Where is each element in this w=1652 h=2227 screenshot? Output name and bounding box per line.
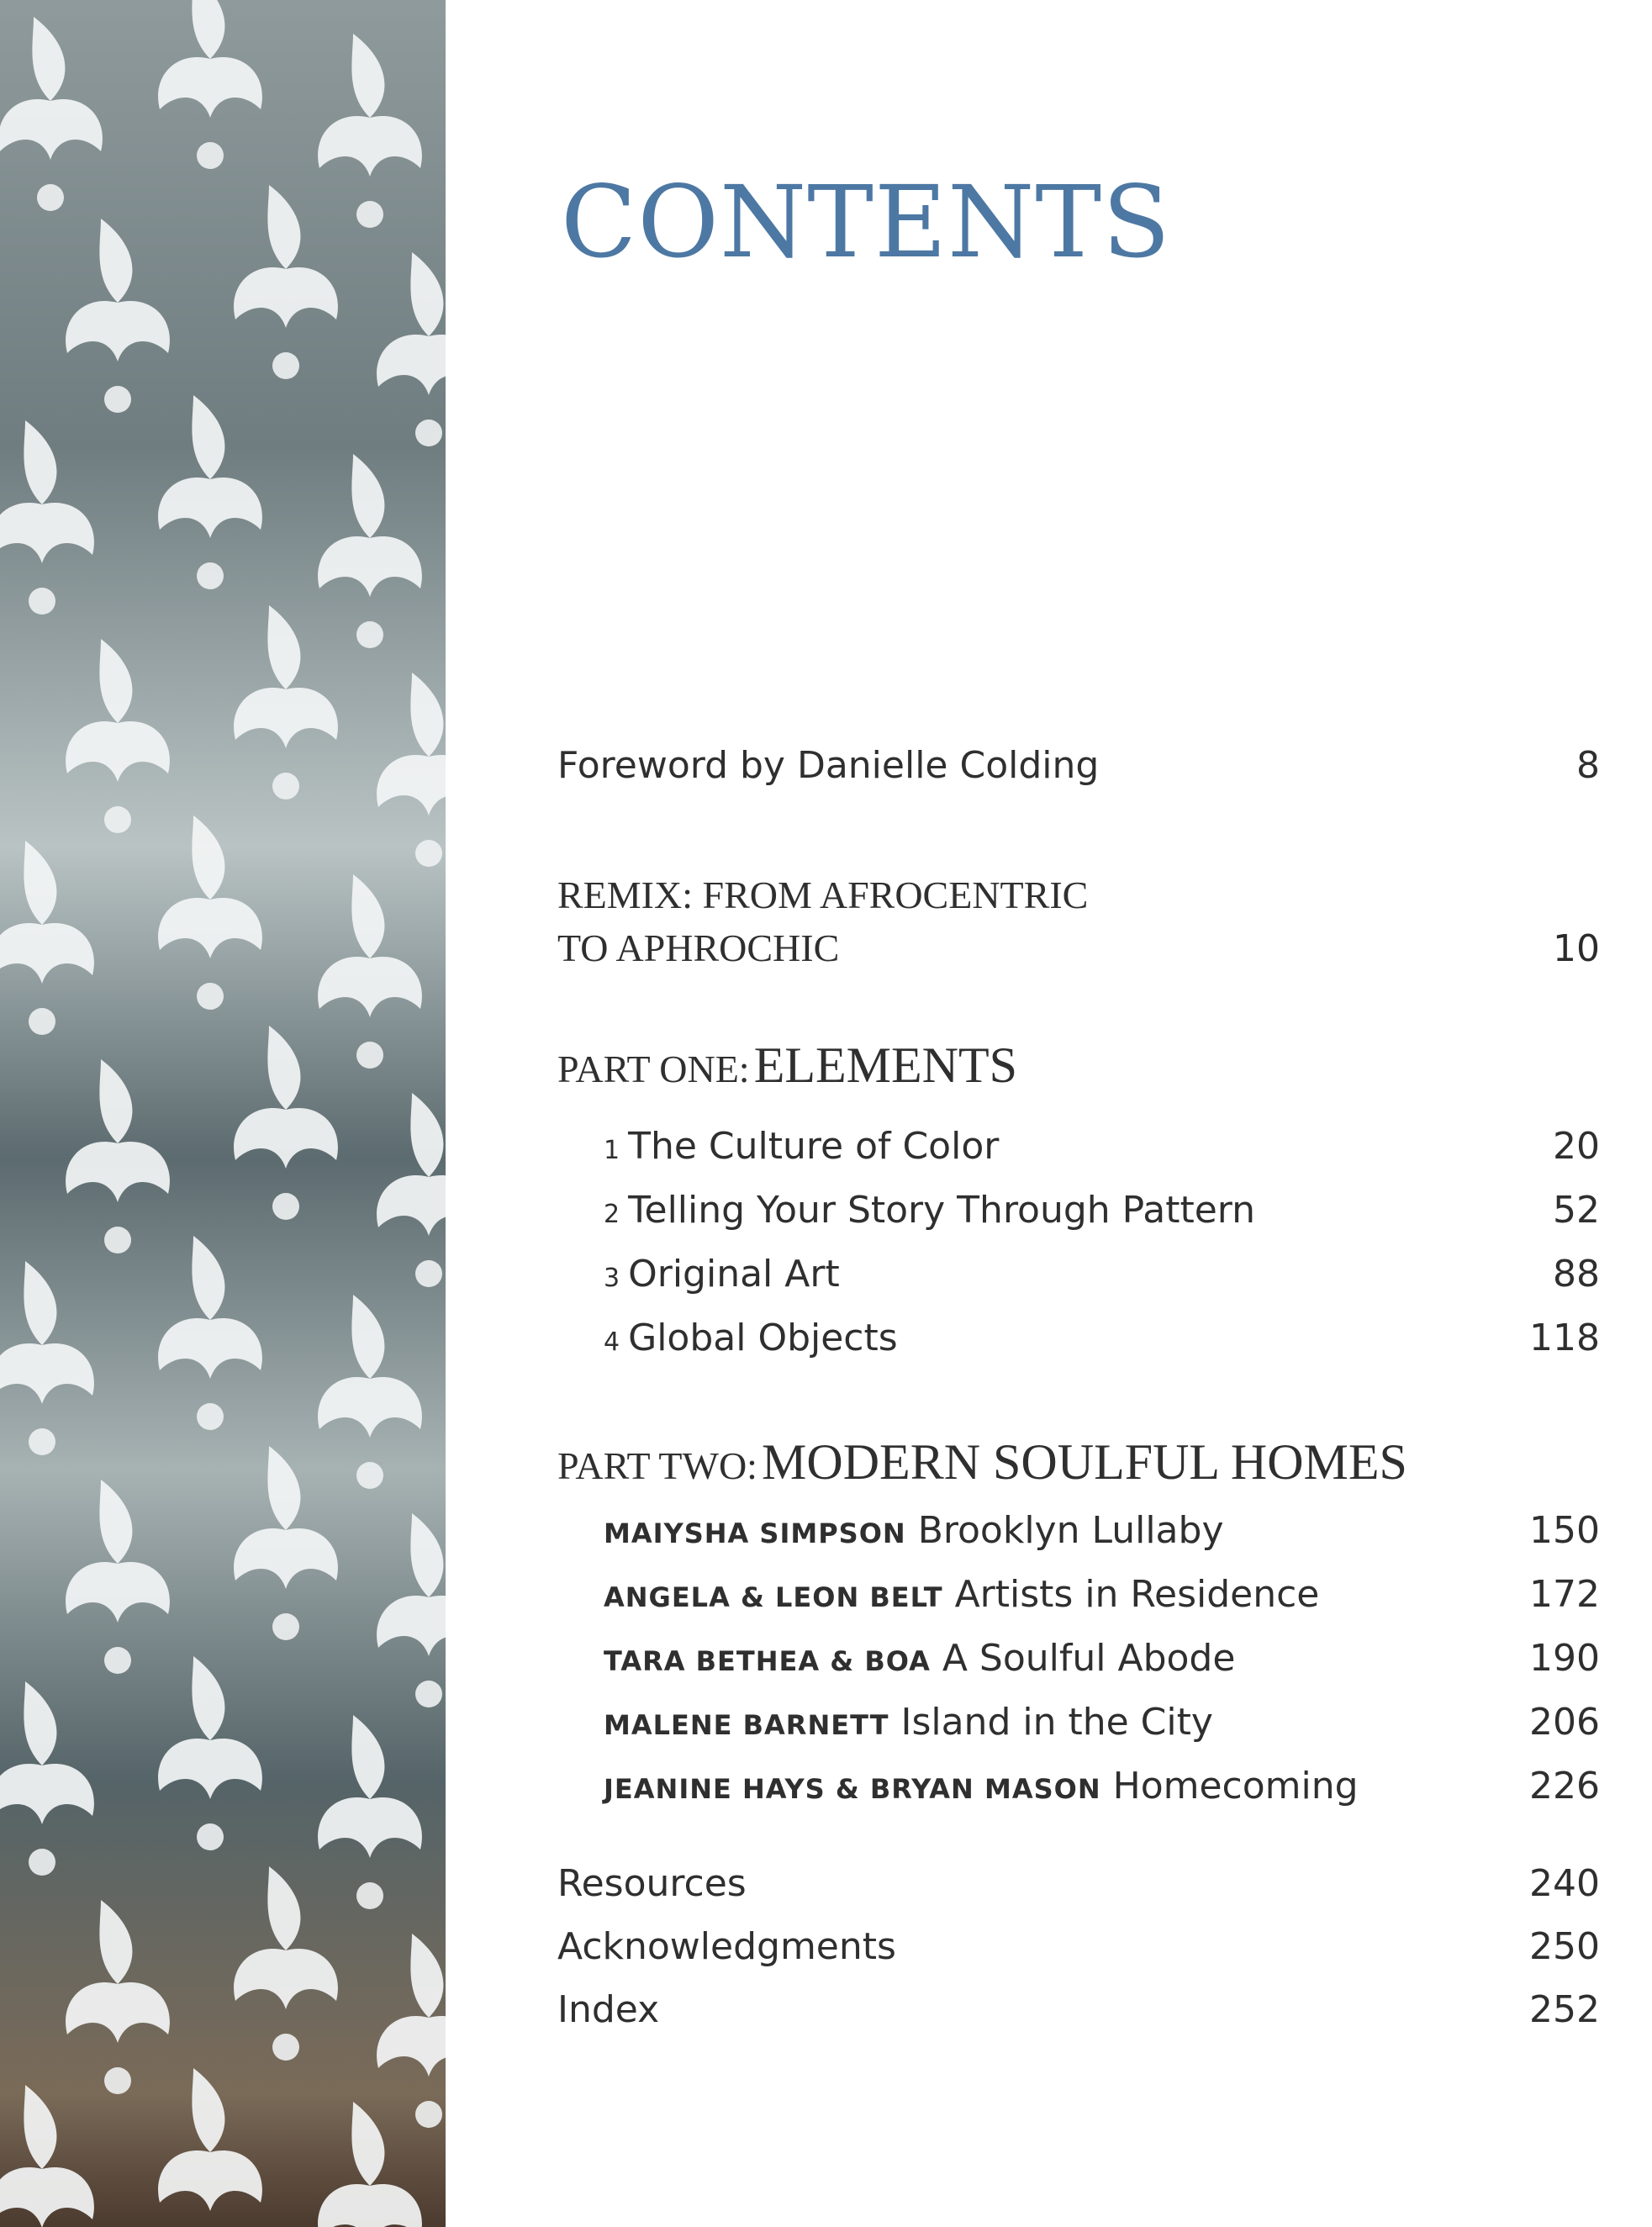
home-page: 206 [1529,1701,1600,1744]
entry-label: Resources [557,1862,747,1905]
toc-entry-acknowledgments[interactable] [557,1925,1600,1968]
home-title: Brooklyn Lullaby [917,1509,1224,1552]
toc-home[interactable] [604,1509,1600,1552]
home-page: 190 [1529,1637,1600,1680]
entry-page: 252 [1529,1988,1600,2031]
decorative-photo-strip [0,0,446,2227]
toc-chapter[interactable] [604,1317,1600,1359]
toc-home[interactable] [604,1701,1600,1744]
part-label: PART TWO: [557,1444,757,1487]
part-one-heading [557,1037,1017,1095]
page-title: CONTENTS [561,164,1171,280]
homeowner-name: JEANINE HAYS & BRYAN MASON [604,1773,1101,1805]
homeowner-name: MALENE BARNETT [604,1709,889,1741]
home-title: Artists in Residence [954,1573,1320,1616]
toc-home[interactable] [604,1765,1600,1807]
toc-home[interactable] [604,1637,1600,1680]
homeowner-name: ANGELA & LEON BELT [604,1581,943,1613]
chapter-title: Telling Your Story Through Pattern [628,1189,1255,1232]
entry-label-line2: TO APHROCHIC [557,926,840,969]
contents-page [446,0,1652,2227]
chapter-number: 2 [604,1200,620,1229]
toc-entry-remix[interactable] [557,873,1600,970]
chapter-number: 1 [604,1136,620,1165]
home-page: 226 [1529,1765,1600,1807]
homeowner-name: MAIYSHA SIMPSON [604,1517,906,1549]
entry-label: Acknowledgments [557,1925,896,1968]
toc-chapter[interactable] [604,1253,1600,1296]
entry-page: 10 [1553,927,1600,970]
part-title: MODERN SOULFUL HOMES [762,1434,1407,1490]
chapter-title: The Culture of Color [628,1125,1000,1168]
chapter-page: 20 [1553,1125,1600,1168]
home-title: Homecoming [1112,1765,1359,1807]
chapter-page: 118 [1529,1317,1600,1359]
chapter-page: 52 [1553,1189,1600,1232]
chapter-number: 4 [604,1327,620,1357]
chapter-title: Original Art [628,1253,840,1296]
entry-page: 250 [1529,1925,1600,1968]
lace-pattern-image [0,0,446,2227]
homeowner-name: TARA BETHEA & BOA [604,1645,931,1677]
toc-chapter[interactable] [604,1125,1600,1168]
chapter-title: Global Objects [628,1317,898,1359]
entry-page: 240 [1529,1862,1600,1905]
chapter-number: 3 [604,1264,620,1293]
home-title: A Soulful Abode [942,1637,1236,1680]
entry-label: Foreword by Danielle Colding [557,744,1100,787]
part-title: ELEMENTS [753,1037,1017,1093]
toc-entry-foreword[interactable] [557,744,1600,787]
home-title: Island in the City [900,1701,1213,1744]
chapter-page: 88 [1553,1253,1600,1296]
entry-label-line1: REMIX: FROM AFROCENTRIC [557,873,1089,916]
toc-entry-resources[interactable] [557,1862,1600,1905]
toc-entry-index[interactable] [557,1988,1600,2031]
home-page: 172 [1529,1573,1600,1616]
toc-home[interactable] [604,1573,1600,1616]
part-two-heading [557,1433,1407,1491]
toc-chapter[interactable] [604,1189,1600,1232]
home-page: 150 [1529,1509,1600,1552]
entry-page: 8 [1576,744,1600,787]
part-label: PART ONE: [557,1048,750,1090]
entry-label: Index [557,1988,660,2031]
